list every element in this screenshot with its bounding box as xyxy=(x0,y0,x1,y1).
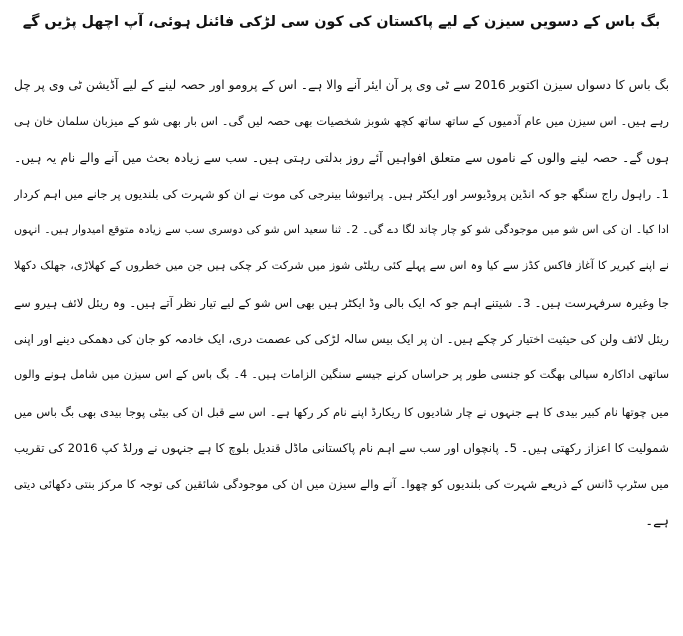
article-line: شمولیت کا اعزاز رکھتی ہیں۔ 5۔ پانچواں اور سب سے اہم نام پاکستانی ماڈل قندیل بلوچ کا ہے جنہوں نے ورلڈ کپ 2016 کی تقریب xyxy=(14,440,669,455)
article-line: ریئل لائف ولن کی حیثیت اختیار کر چکے ہیں۔ ان پر ایک بیس سالہ لڑکی کی عصمت دری، ایک خادمہ کو جان کی دھمکی دینے اور اپنی xyxy=(14,332,669,347)
article-line: ہوں گے۔ حصہ لینے والوں کے ناموں سے متعلق افواہیں آئے روز بدلتی رہتی ہیں۔ سب سے زیادہ بحث میں آنے والے نام یہ ہیں۔ xyxy=(14,150,669,165)
article-line: ساتھی اداکارہ سیالی بھگت کو جنسی طور پر حراساں کرنے جیسے سنگین الزامات ہیں۔ 4۔ بگ باس کے اس سیزن میں شامل ہونے والوں xyxy=(14,368,669,382)
article-line: نے اپنے کیریر کا آغاز فاکس کڈز سے کیا وہ اس سے پہلے کئی ریلٹی شوز میں شرکت کر چکی ہیں جن میں خطروں کے کھلاڑی، جھلک دکھلا xyxy=(14,259,669,273)
article-body xyxy=(14,68,669,540)
article-line: میں چوتھا نام کبیر بیدی کا ہے جنہوں نے چار شادیوں کا ریکارڈ اپنے نام کر رکھا ہے۔ اس سے قبل ان کی بیٹی پوجا بیدی بھی بگ باس میں xyxy=(14,404,669,419)
article-line: رہے ہیں۔ اس سیزن میں عام آدمیوں کے ساتھ ساتھ کچھ شوبز شخصیات بھی حصہ لیں گی۔ اس بار بھی شو کے میزبان سلمان خان ہی xyxy=(14,114,669,129)
article-headline: بگ باس کے دسویں سیزن کے لیے پاکستان کی کون سی لڑکی فائنل ہوئی، آپ اچھل پڑیں گے xyxy=(22,14,661,30)
article-line: بگ باس کا دسواں سیزن اکتوبر 2016 سے ٹی وی پر آن ایئر آنے والا ہے۔ اس کے پرومو اور حصہ لینے کے لیے آڈیشن ٹی وی پر چل xyxy=(14,78,669,92)
article-line: 1۔ راہول راج سنگھ جو کہ انڈین پروڈیوسر اور ایکٹر ہیں۔ پراتیوشا بینرجی کی موت نے ان کو شہرت کی بلندیوں پر جانے میں اہم کردار xyxy=(14,186,669,201)
article-line: ادا کیا۔ ان کی اس شو میں موجودگی شو کو چار چاند لگا دے گی۔ 2۔ ثنا سعید اس شو کی دوسری سب سے زیادہ متوقع امیدوار ہیں۔ انہوں xyxy=(14,223,669,237)
article-line: ہے۔ xyxy=(645,512,669,529)
article-line: میں سٹرپ ڈانس کے ذریعے شہرت کی بلندیوں کو چھوا۔ آنے والے سیزن میں ان کی موجودگی شائقین کی توجہ کا مرکز بنتی دکھائی دیتی xyxy=(14,477,669,492)
article-line: جا وغیرہ سرفہرست ہیں۔ 3۔ شیتنے اہم جو کہ ایک بالی وڈ ایکٹر ہیں بھی اس شو کے لیے تیار نظر آتے ہیں۔ وہ ریئل لائف ہیرو سے xyxy=(14,295,669,310)
